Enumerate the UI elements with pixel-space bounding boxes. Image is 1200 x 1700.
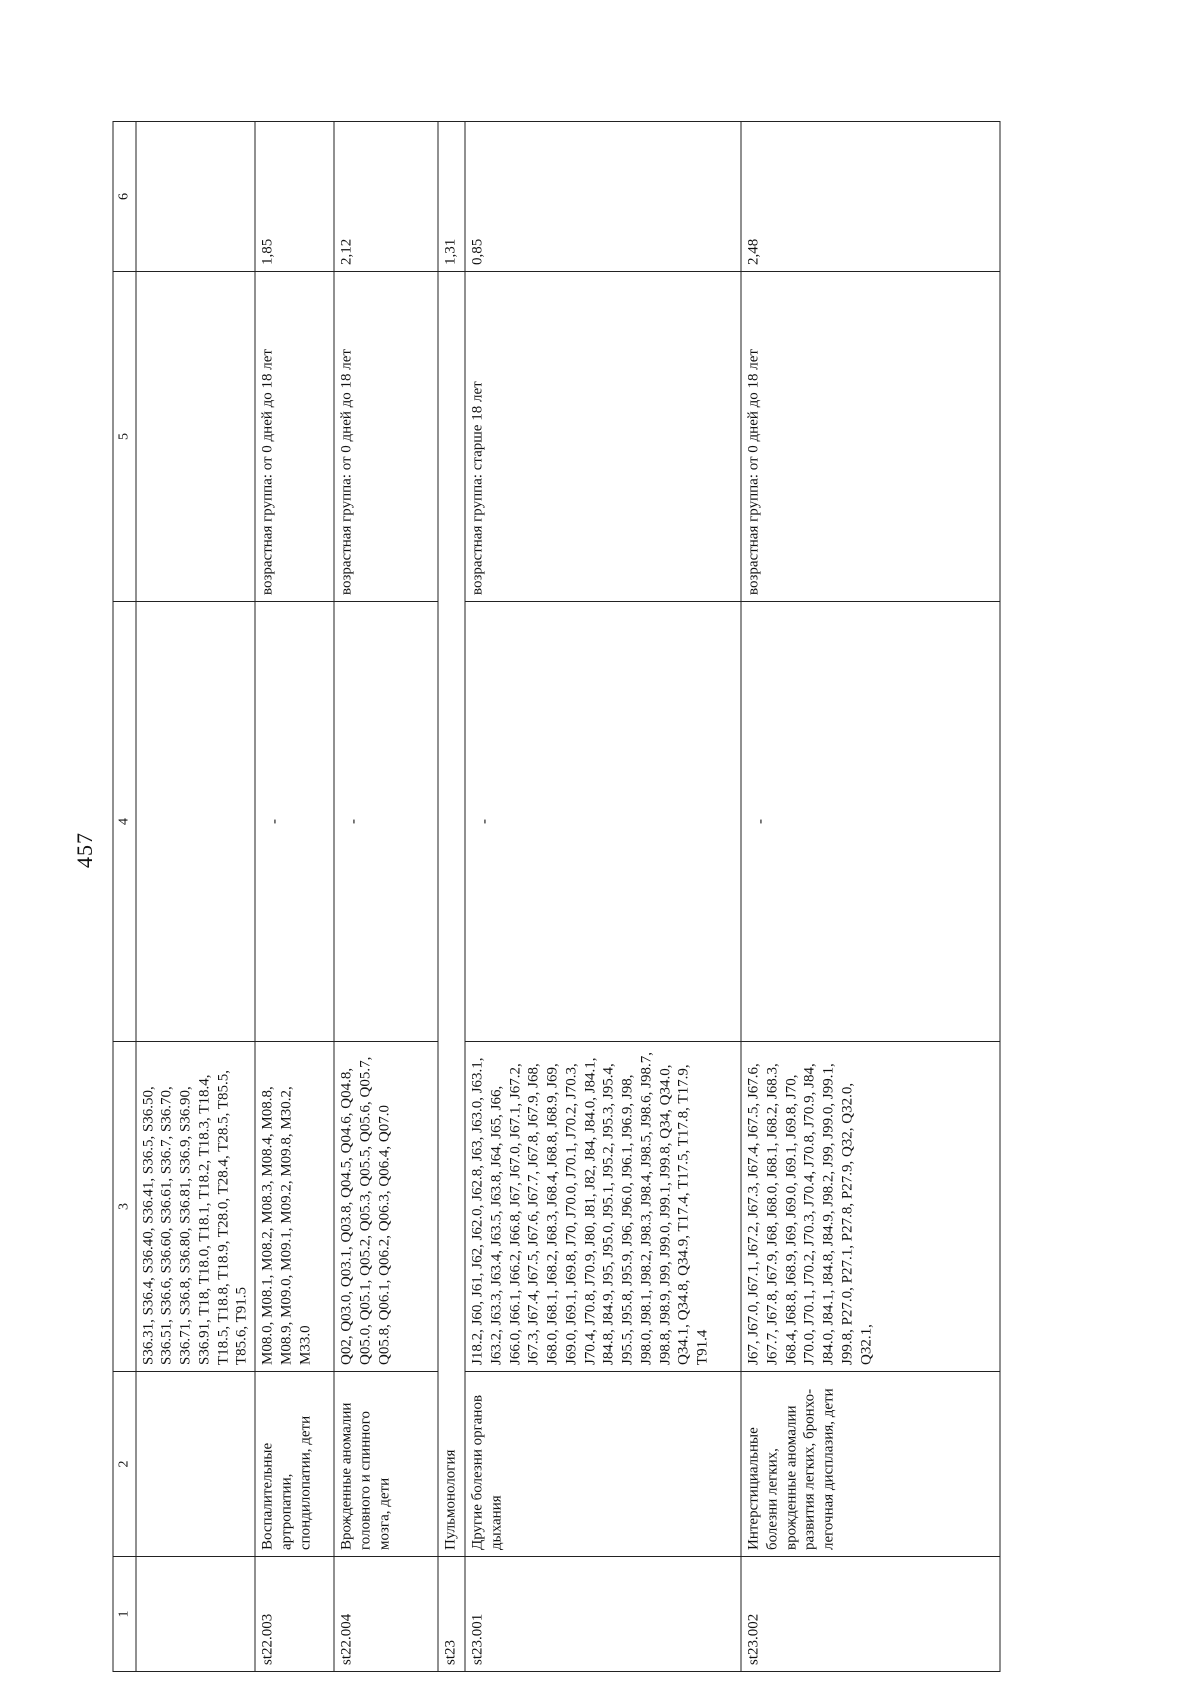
section-code: st23 [438,1557,465,1672]
header-row [113,122,136,1672]
row-col4: - [255,602,334,1042]
table-row [334,122,438,1672]
row-coef: 2,12 [334,122,438,272]
header-col-3: 3 [113,1042,136,1372]
row-name [136,1372,256,1557]
row-col4: - [465,602,741,1042]
table-row [465,122,741,1672]
page-number: 457 [72,832,97,868]
section-name: Пульмонология [438,272,465,1557]
row-name: Другие болезни органов дыхания [465,1372,741,1557]
row-col5: возрастная группа: старше 18 лет [465,272,741,602]
row-code [136,1557,256,1672]
row-code: st23.002 [741,1557,1000,1672]
row-codes: J18.2, J60, J61, J62, J62.0, J62.8, J63, J63.0, J63.1, J63.2, J63.3, J63.4, J63.5, J63.8, J64, J65, J66, J66.0, J66.1, J66.2, J66.8, J67, J67.0, J67.1, J67.2, J67.3, J67.4, J67.5, J67.6, J67.7, J67.8, J67.9, J68, J68.0, J68.1, J68.2, J68.3, J68.4, J68.8, J68.9, J69, J69.0, J69.1, J69.8, J70, J70.0, J70.1, J70.2, J70.3, J70.4, J70.8, J70.9, J80, J81, J82, J84, J84.0, J84.1, J84.8, J84.9, J95, J95.0, J95.1, J95.2, J95.3, J95.4, J95.5, J95.8, J95.9, J96, J96.0, J96.1, J96.9, J98, J98.0, J98.1, J98.2, J98.3, J98.4, J98.5, J98.6, J98.7, J98.8, J98.9, J99, J99.0, J99.1, J99.8, Q34, Q34.0, Q34.1, Q34.8, Q34.9, T17.4, T17.5, T17.8, T17.9, T91.4 [465,1042,741,1372]
tariff-table [113,121,1001,1672]
row-name: Интерстициальные болезни легких, врожденные аномалии развития легких, бронхо-легочная дисплазия, дети [741,1372,1000,1557]
header-col-4: 4 [113,602,136,1042]
row-code: st22.003 [255,1557,334,1672]
row-coef: 2,48 [741,122,1000,272]
row-codes: Q02, Q03.0, Q03.1, Q03.8, Q04.5, Q04.6, Q04.8, Q05.0, Q05.1, Q05.2, Q05.3, Q05.5, Q05.6, Q05.7, Q05.8, Q06.1, Q06.2, Q06.3, Q06.4, Q07.0 [334,1042,438,1372]
header-col-5: 5 [113,272,136,602]
row-col5: возрастная группа: от 0 дней до 18 лет [741,272,1000,602]
row-codes: S36.31, S36.4, S36.40, S36.41, S36.5, S36.50, S36.51, S36.6, S36.60, S36.61, S36.7, S36.70, S36.71, S36.8, S36.80, S36.81, S36.9, S36.90, S36.91, T18, T18.0, T18.1, T18.2, T18.3, T18.4, T18.5, T18.8, T18.9, T28.0, T28.4, T28.5, T85.5, T85.6, T91.5 [136,1042,256,1372]
table-row [136,122,256,1672]
row-col5: возрастная группа: от 0 дней до 18 лет [255,272,334,602]
row-code: st22.004 [334,1557,438,1672]
section-coef: 1,31 [438,122,465,272]
rotated-table-container [113,122,1088,1672]
header-col-1: 1 [113,1557,136,1672]
table-row [255,122,334,1672]
row-name: Врожденные аномалии головного и спинного мозга, дети [334,1372,438,1557]
row-col4 [136,602,256,1042]
header-col-6: 6 [113,122,136,272]
row-coef: 1,85 [255,122,334,272]
row-coef: 0,85 [465,122,741,272]
table-row [741,122,1000,1672]
row-col5 [136,272,256,602]
header-col-2: 2 [113,1372,136,1557]
row-coef [136,122,256,272]
row-col4: - [334,602,438,1042]
row-col4: - [741,602,1000,1042]
row-code: st23.001 [465,1557,741,1672]
row-codes: M08.0, M08.1, M08.2, M08.3, M08.4, M08.8, M08.9, M09.0, M09.1, M09.2, M09.8, M30.2, M33.0 [255,1042,334,1372]
section-row [438,122,465,1672]
row-codes: J67, J67.0, J67.1, J67.2, J67.3, J67.4, J67.5, J67.6, J67.7, J67.8, J67.9, J68, J68.0, J68.1, J68.2, J68.3, J68.4, J68.8, J68.9, J69, J69.0, J69.1, J69.8, J70, J70.0, J70.1, J70.2, J70.3, J70.4, J70.8, J70.9, J84, J84.0, J84.1, J84.8, J84.9, J98.2, J99, J99.0, J99.1, J99.8, P27.0, P27.1, P27.8, P27.9, Q32, Q32.0, Q32.1, [741,1042,1000,1372]
row-col5: возрастная группа: от 0 дней до 18 лет [334,272,438,602]
row-name: Воспалительные артропатии, спондилопатии, дети [255,1372,334,1557]
